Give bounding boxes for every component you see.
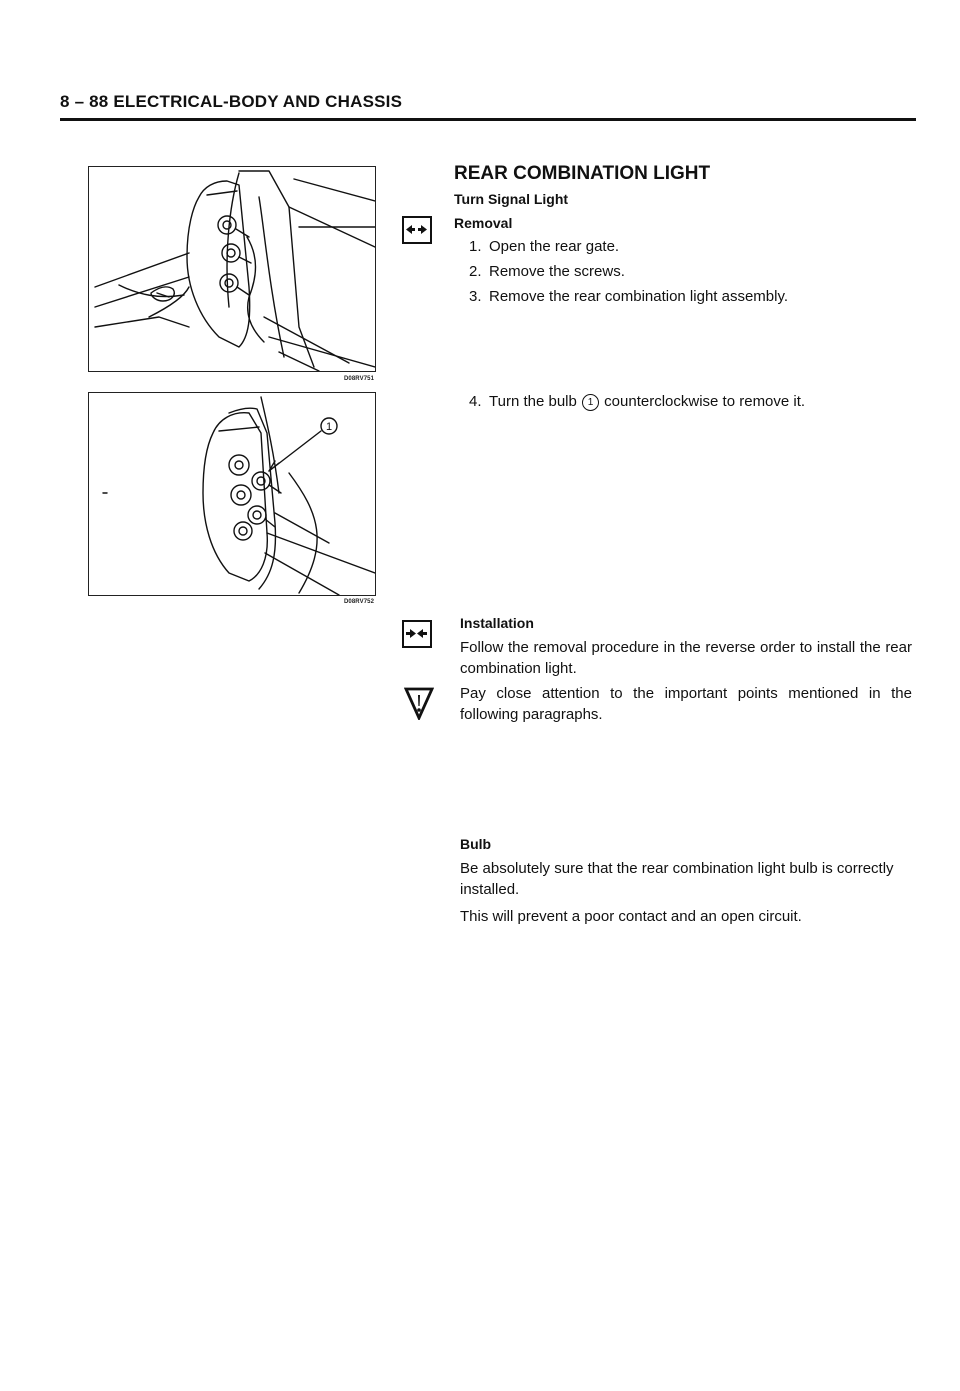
- circled-ref-1: 1: [582, 394, 599, 411]
- removal-arrows-icon: [402, 216, 432, 244]
- removal-heading: Removal: [454, 215, 513, 231]
- removal-step-3: 3. Remove the rear combination light assembly.: [469, 288, 789, 305]
- section-subtitle: Turn Signal Light: [454, 191, 569, 207]
- important-point-icon: [404, 686, 434, 720]
- bulb-instruction: Be absolutely sure that the rear combination light bulb is correctly installed.: [460, 860, 894, 898]
- figure-code: D08RV751: [344, 376, 375, 382]
- bulb-heading: Bulb: [460, 836, 492, 852]
- removal-step-4: 4. Turn the bulb 1 counterclockwise to remove it.: [469, 393, 806, 410]
- figure-rear-light-assembly: [88, 166, 376, 372]
- bulb-note: This will prevent a poor contact and an open circuit.: [460, 908, 802, 925]
- removal-step-2: 2. Remove the screws.: [469, 263, 625, 280]
- header-rule: [60, 118, 916, 121]
- bulb-removal-illustration: [89, 393, 375, 595]
- installation-heading: Installation: [460, 615, 534, 631]
- figure-code: D08RV752: [344, 599, 375, 605]
- page-header: 8 – 88 ELECTRICAL-BODY AND CHASSIS: [60, 92, 403, 111]
- installation-arrows-icon: [402, 620, 432, 648]
- installation-note: Pay close attention to the important points mentioned in the following paragraphs.: [460, 685, 912, 723]
- installation-text: Follow the removal procedure in the reverse order to install the rear combination light.: [460, 639, 912, 677]
- callout-number: 1: [325, 421, 333, 433]
- section-title: REAR COMBINATION LIGHT: [454, 163, 711, 184]
- figure-bulb-removal: [88, 392, 376, 596]
- rear-light-assembly-illustration: [89, 167, 375, 371]
- removal-step-1: 1. Open the rear gate.: [469, 238, 620, 255]
